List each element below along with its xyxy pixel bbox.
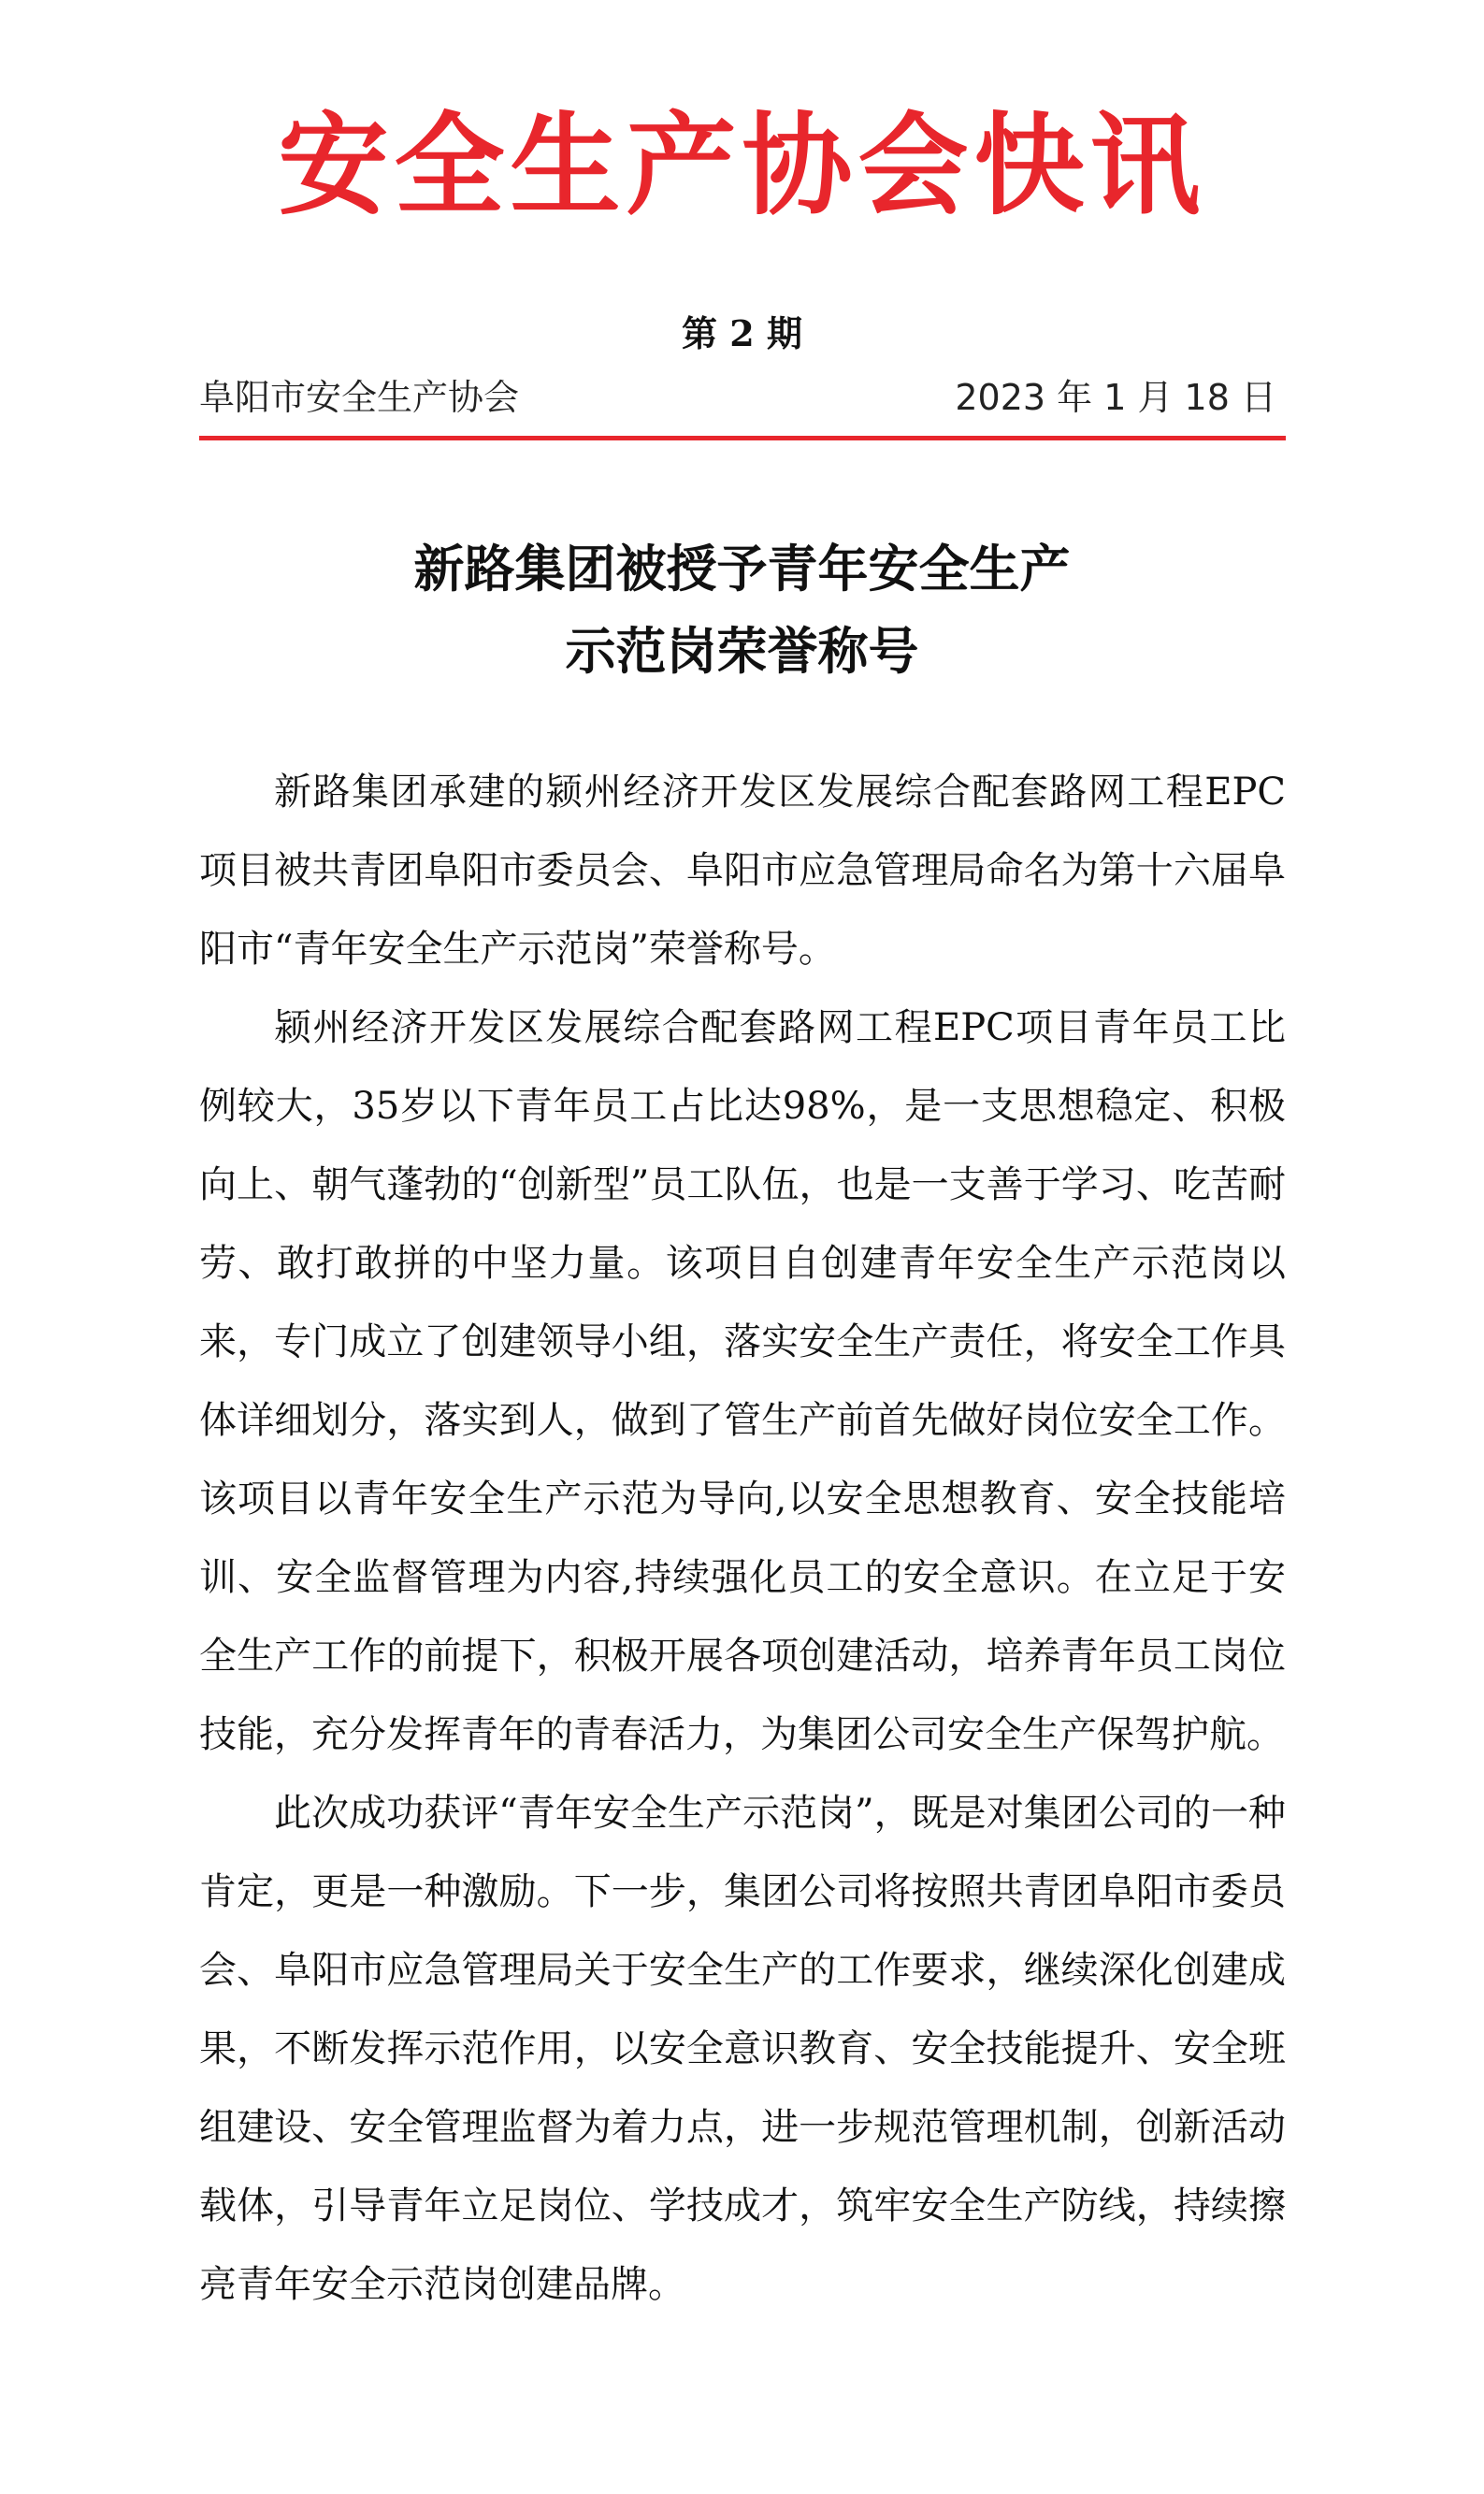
article-title	[0, 528, 1484, 693]
article-body	[199, 753, 1286, 2324]
issue-number: 第 2 期	[682, 312, 802, 354]
paragraph: 新路集团承建的颍州经济开发区发展综合配套路网工程EPC项目被共青团阜阳市委员会、阜阳市应急管理局命名为第十六届阜阳市“青年安全生产示范岗”荣誉称号。	[199, 771, 1286, 971]
article-title-line-1: 新路集团被授予青年安全生产	[413, 540, 1071, 598]
publication-date: 2023 年 1 月 18 日	[955, 377, 1276, 418]
article-title-line-2: 示范岗荣誉称号	[565, 622, 919, 681]
paragraph: 此次成功获评“青年安全生产示范岗”，既是对集团公司的一种肯定，更是一种激励。下一步，集团公司将按照共青团阜阳市委员会、阜阳市应急管理局关于安全生产的工作要求，继续深化创建成果，不断发挥示范作用，以安全意识教育、安全技能提升、安全班组建设、安全管理监督为着力点，进一步规范管理机制，创新活动载体，引导青年立足岗位、学技成才，筑牢安全生产防线，持续擦亮青年安全示范岗创建品牌。	[199, 1792, 1286, 2306]
publisher-name: 阜阳市安全生产协会	[199, 377, 520, 418]
red-divider	[199, 436, 1286, 440]
paragraph: 颍州经济开发区发展综合配套路网工程EPC项目青年员工比例较大，35岁以下青年员工占比达98%，是一支思想稳定、积极向上、朝气蓬勃的“创新型”员工队伍，也是一支善于学习、吃苦耐劳、敢打敢拼的中坚力量。该项目自创建青年安全生产示范岗以来，专门成立了创建领导小组，落实安全生产责任，将安全工作具体详细划分，落实到人，做到了管生产前首先做好岗位安全工作。该项目以青年安全生产示范为导向,以安全思想教育、安全技能培训、安全监督管理为内容,持续强化员工的安全意识。在立足于安全生产工作的前提下，积极开展各项创建活动，培养青年员工岗位技能，充分发挥青年的青春活力，为集团公司安全生产保驾护航。	[199, 1006, 1286, 1756]
masthead-title: 安全生产协会快讯	[278, 100, 1206, 230]
publication-info	[199, 369, 1286, 425]
